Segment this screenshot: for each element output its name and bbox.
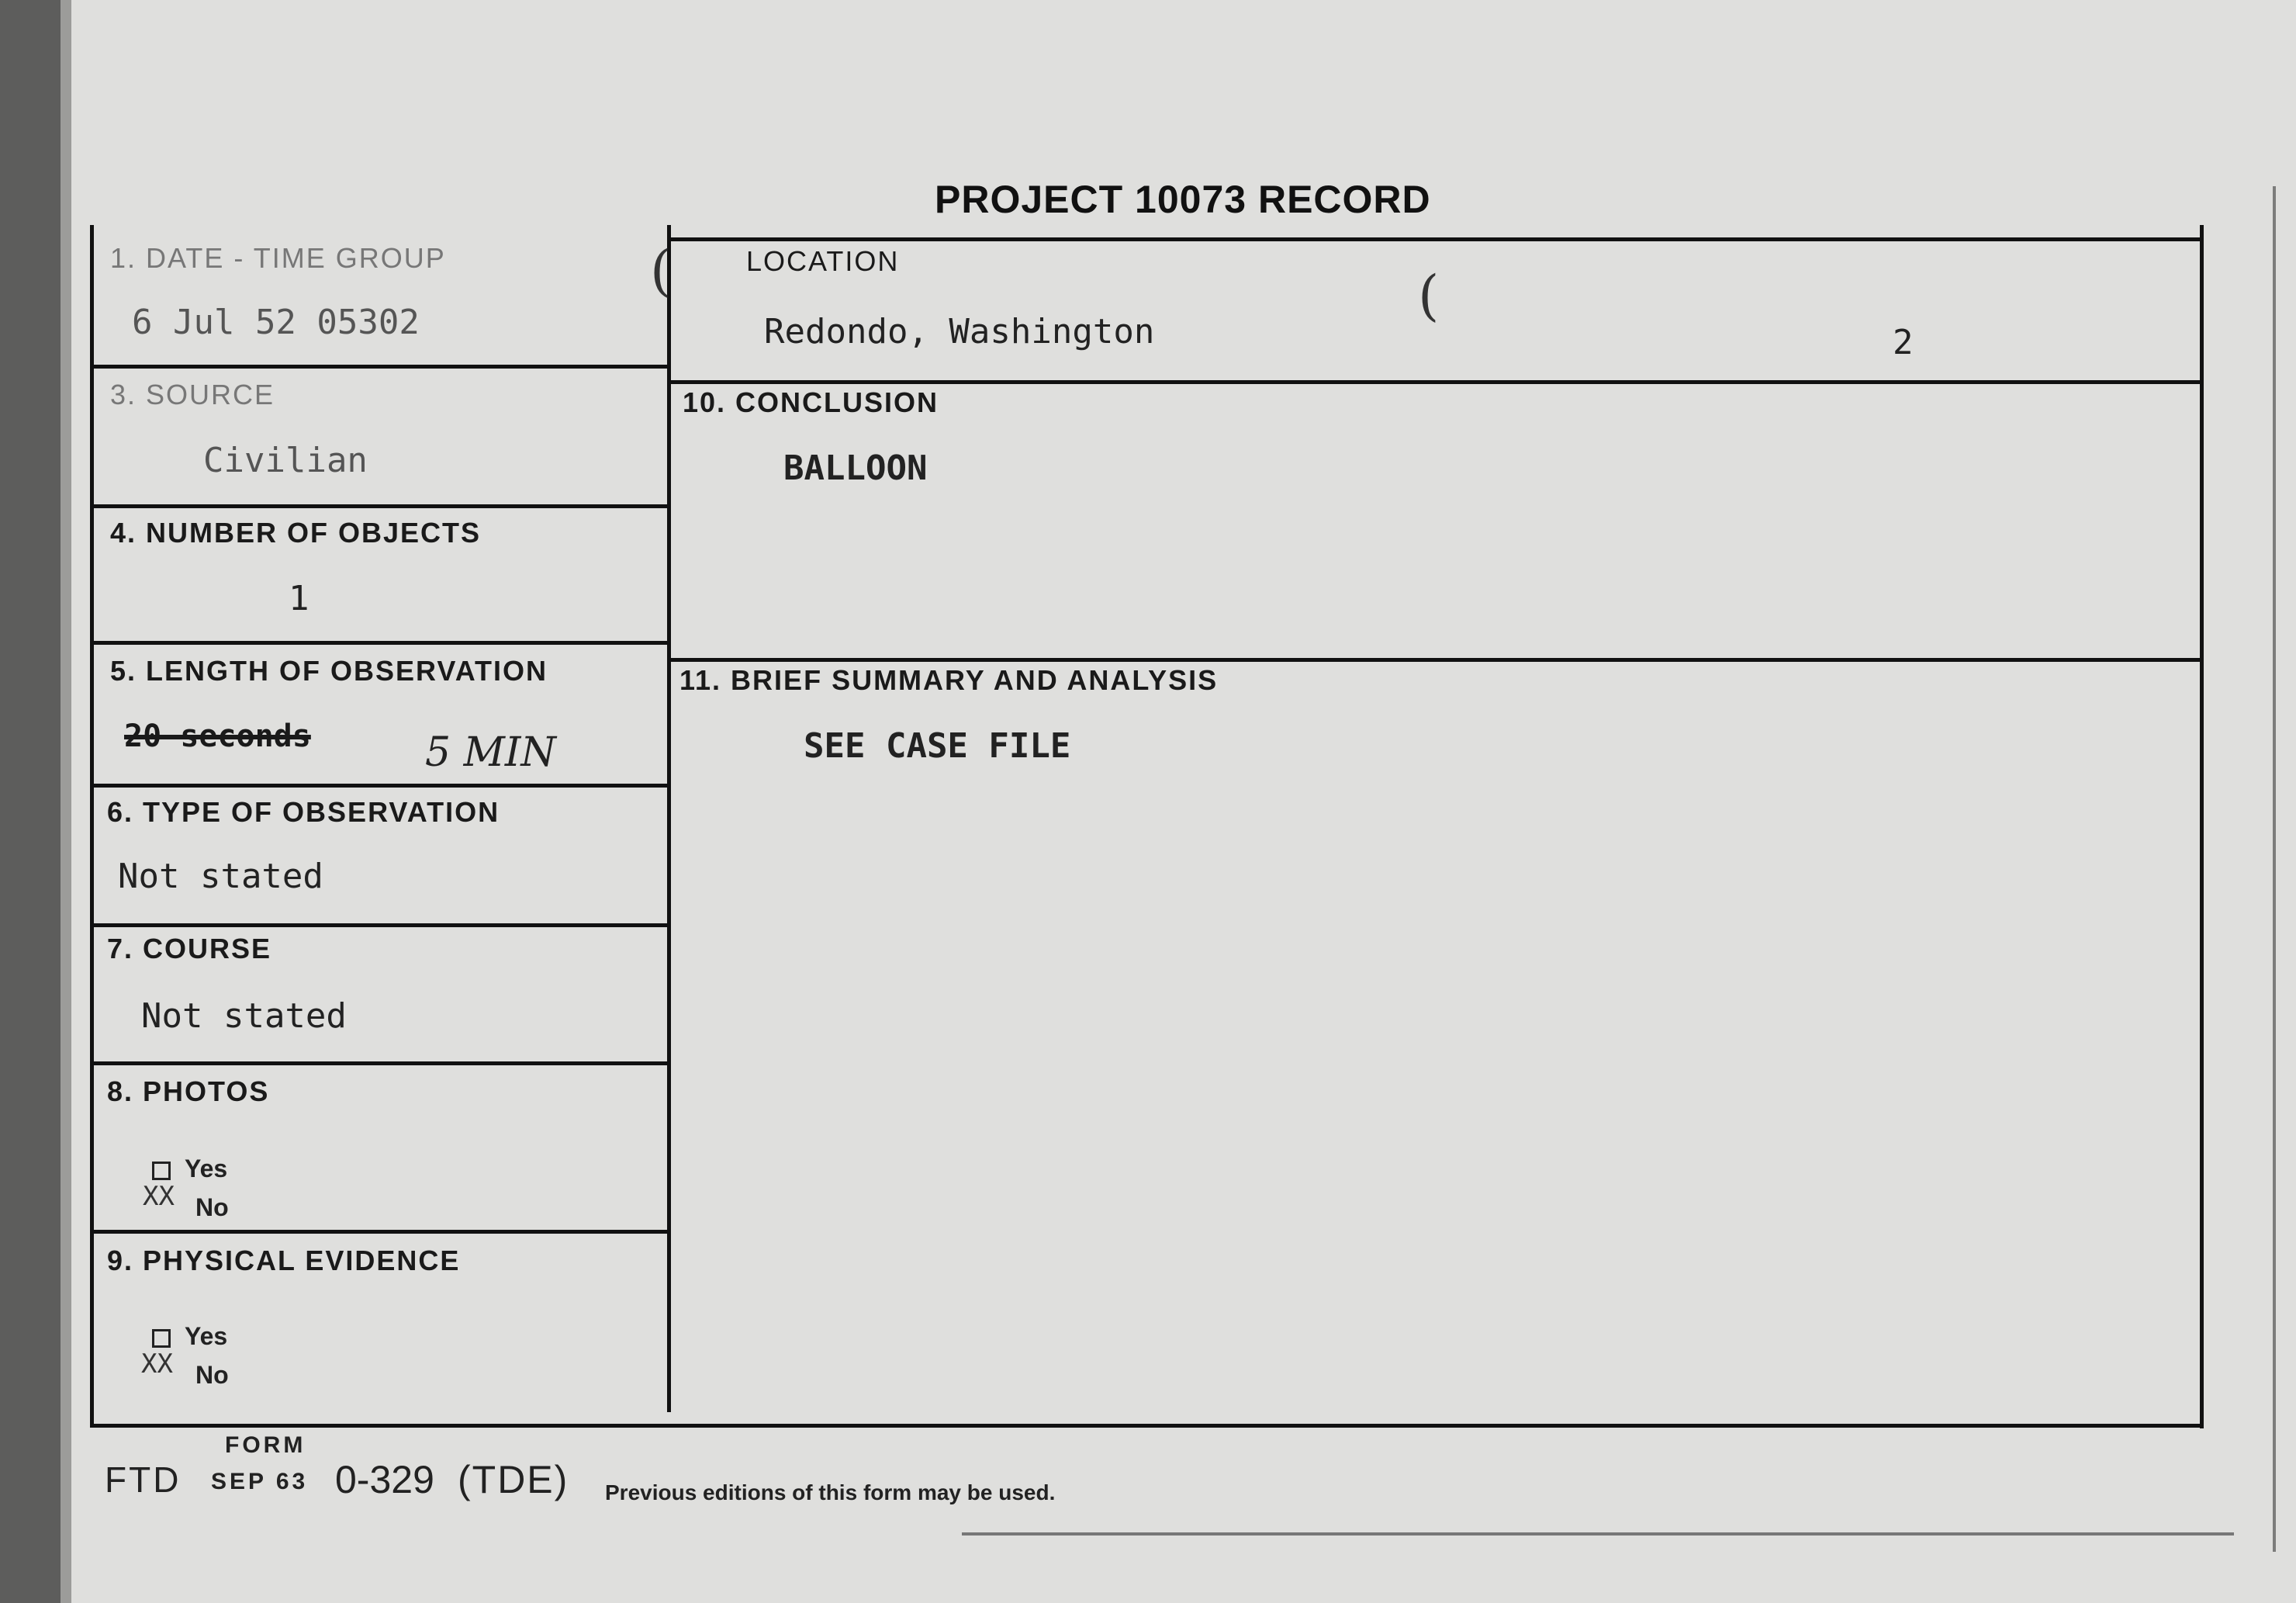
row-line: [90, 923, 670, 927]
scan-edge: [0, 0, 61, 1603]
record-title: PROJECT 10073 RECORD: [935, 178, 1431, 221]
location-label: LOCATION: [746, 245, 900, 277]
number-of-objects-value: 1: [289, 579, 309, 618]
course-value: Not stated: [141, 996, 347, 1036]
course-label: 7. COURSE: [107, 933, 272, 964]
footer-date: SEP 63: [211, 1469, 309, 1494]
number-of-objects-label: 4. NUMBER OF OBJECTS: [110, 517, 482, 549]
physical-evidence-yes-option: [152, 1322, 227, 1351]
photos-yes-label: Yes: [185, 1155, 228, 1182]
location-value: Redondo, Washington: [764, 312, 1155, 351]
footer-form-number: 0-329: [335, 1458, 434, 1501]
length-handwritten-value: 5 MIN: [425, 729, 556, 776]
physical-evidence-no-label: No: [195, 1361, 229, 1389]
footer-form-label: FORM: [225, 1432, 306, 1458]
date-time-group-value: 6 Jul 52 05302: [132, 303, 420, 342]
physical-evidence-no-mark: XX: [141, 1349, 173, 1380]
paper-bottom-edge: [962, 1532, 2234, 1535]
photos-no-label: No: [195, 1193, 229, 1221]
summary-value: SEE CASE FILE: [804, 726, 1071, 766]
source-value: Civilian: [203, 441, 368, 480]
scan-artifact: (: [650, 239, 672, 303]
checkbox-icon: [152, 1162, 171, 1180]
row-line: [90, 1230, 670, 1234]
form-top-border: [667, 237, 2203, 241]
photos-yes-option: [152, 1155, 227, 1183]
paper-right-edge: [2273, 186, 2276, 1552]
type-of-observation-value: Not stated: [118, 857, 323, 896]
physical-evidence-label: 9. PHYSICAL EVIDENCE: [107, 1245, 461, 1276]
column-divider: [667, 225, 671, 1412]
conclusion-value: BALLOON: [783, 448, 928, 488]
row-line: [667, 380, 2203, 384]
location-extra: 2: [1893, 323, 1914, 362]
row-line: [90, 504, 670, 508]
row-line: [90, 641, 670, 645]
summary-label: 11. BRIEF SUMMARY AND ANALYSIS: [679, 664, 1219, 696]
scan-edge-shadow: [61, 0, 71, 1603]
form-right-border: [2200, 237, 2204, 1428]
footer-ftd: FTD: [105, 1459, 182, 1500]
scan-artifact: (: [1418, 264, 1440, 327]
length-struck-value: 20 seconds: [124, 718, 311, 754]
type-of-observation-label: 6. TYPE OF OBSERVATION: [107, 796, 500, 828]
row-line: [90, 1061, 670, 1065]
row-line: [90, 365, 670, 369]
checkbox-icon: [152, 1329, 171, 1348]
footer-note: Previous editions of this form may be used.: [605, 1480, 1056, 1504]
photos-label: 8. PHOTOS: [107, 1075, 270, 1107]
physical-evidence-yes-label: Yes: [185, 1322, 228, 1350]
row-line: [90, 784, 670, 788]
row-line: [667, 658, 2203, 662]
photos-no-mark: XX: [143, 1181, 175, 1212]
conclusion-label: 10. CONCLUSION: [683, 386, 939, 418]
length-of-observation-label: 5. LENGTH OF OBSERVATION: [110, 655, 548, 687]
footer-office: (TDE): [458, 1458, 569, 1501]
source-label: 3. SOURCE: [110, 379, 275, 410]
date-time-group-label: 1. DATE - TIME GROUP: [110, 242, 446, 274]
